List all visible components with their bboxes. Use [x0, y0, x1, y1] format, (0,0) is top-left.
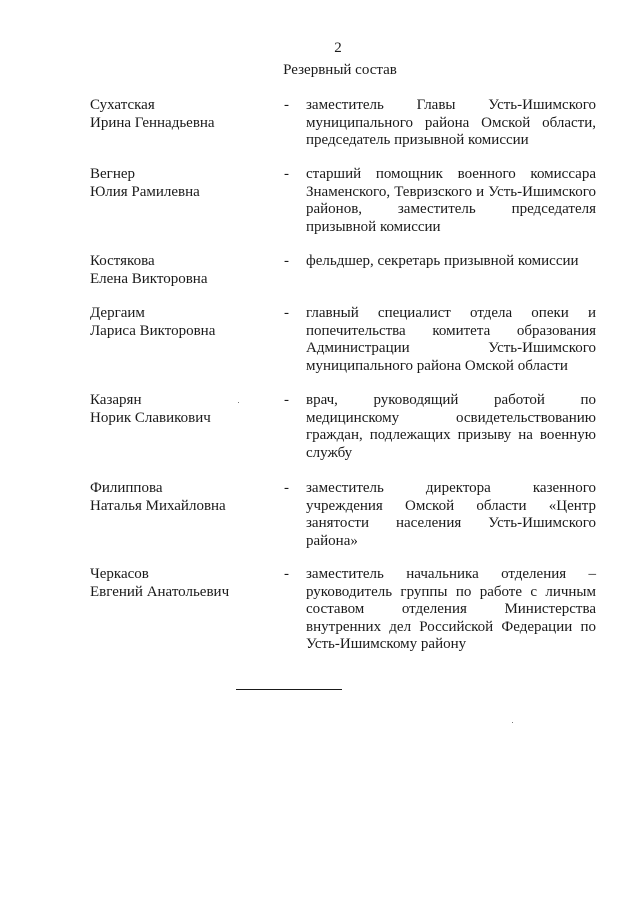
- member-dash: -: [284, 97, 289, 113]
- member-name: [90, 253, 270, 288]
- end-of-list-rule: [236, 689, 342, 690]
- scan-speck: [238, 402, 239, 403]
- member-role: главный специалист отдела опеки и попечительства комитета образования Администрации Усть-Ишимского муниципального района Омской области: [306, 305, 596, 374]
- member-name: [90, 97, 270, 132]
- member-given-name: Евгений Анатольевич: [90, 583, 230, 600]
- page-number: 2: [334, 40, 342, 56]
- member-surname: Черкасов: [90, 566, 149, 582]
- member-dash: -: [284, 480, 289, 496]
- member-surname: Казарян: [90, 392, 142, 408]
- member-role: фельдшер, секретарь призывной комиссии: [306, 253, 579, 269]
- member-name: [90, 480, 270, 515]
- member-name: [90, 166, 270, 201]
- member-surname: Сухатская: [90, 97, 155, 113]
- member-surname: Дергаим: [90, 305, 145, 321]
- member-role: заместитель Главы Усть-Ишимского муниципального района Омской области, председатель призывной комиссии: [306, 97, 596, 148]
- member-role: заместитель начальника отделения – руководитель группы по работе с личным составом отделения Министерства внутренних дел Российской Федерации по Усть-Ишимскому району: [306, 566, 596, 652]
- section-title: Резервный состав: [283, 62, 397, 78]
- member-given-name: Ирина Геннадьевна: [90, 114, 215, 131]
- member-role: врач, руководящий работой по медицинскому освидетельствованию граждан, подлежащих призыву на военную службу: [306, 392, 596, 461]
- member-role: заместитель директора казенного учреждения Омской области «Центр занятости населения Усть-Ишимского района»: [306, 480, 596, 549]
- member-dash: -: [284, 392, 289, 408]
- member-given-name: Лариса Викторовна: [90, 322, 216, 339]
- member-name: [90, 305, 270, 340]
- scan-speck: [512, 722, 513, 723]
- member-role: старший помощник военного комиссара Знаменского, Тевризского и Усть-Ишимского районов, заместитель председателя призывной комиссии: [306, 166, 596, 235]
- member-given-name: Норик Славикович: [90, 409, 211, 426]
- member-given-name: Елена Викторовна: [90, 270, 208, 287]
- member-dash: -: [284, 305, 289, 321]
- member-given-name: Юлия Рамилевна: [90, 183, 200, 200]
- member-dash: -: [284, 166, 289, 182]
- member-given-name: Наталья Михайловна: [90, 497, 226, 514]
- member-dash: -: [284, 566, 289, 582]
- member-name: [90, 392, 270, 427]
- member-surname: Вегнер: [90, 166, 135, 182]
- member-surname: Костякова: [90, 253, 155, 269]
- member-name: [90, 566, 270, 601]
- member-surname: Филиппова: [90, 480, 163, 496]
- member-dash: -: [284, 253, 289, 269]
